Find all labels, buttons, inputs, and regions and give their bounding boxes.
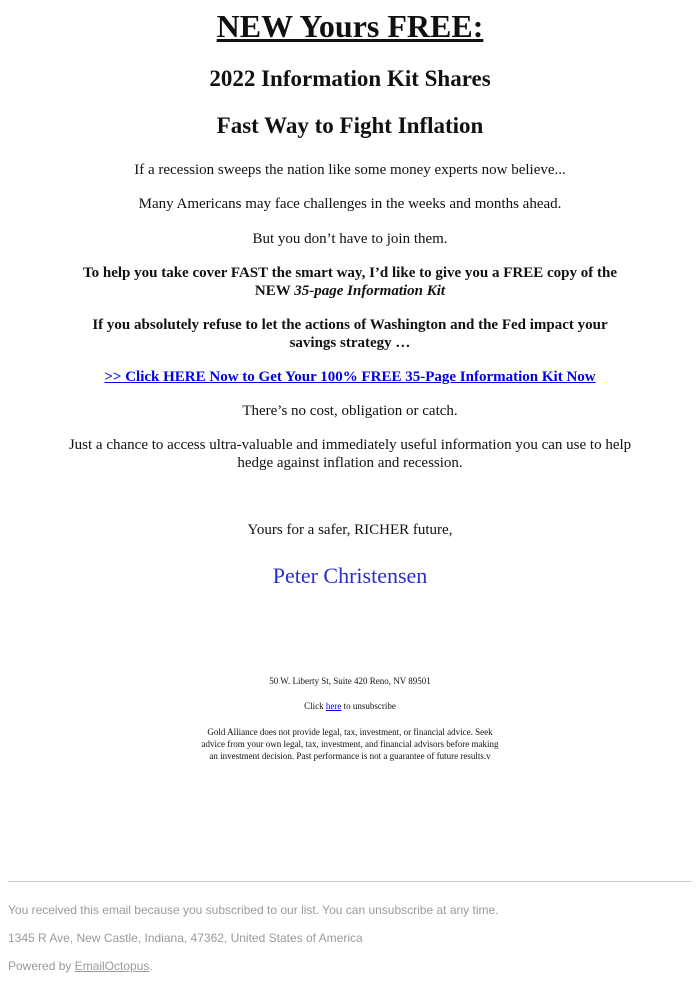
disclaimer-line-2: advice from your own legal, tax, investment, and financial advisors before making bbox=[201, 739, 499, 749]
subheadline-kit: 2022 Information Kit Shares bbox=[209, 66, 491, 91]
refuse-line-2: savings strategy … bbox=[289, 335, 411, 351]
paragraph-challenges: Many Americans may face challenges in the weeks and months ahead. bbox=[138, 196, 562, 212]
powered-by-prefix: Powered by bbox=[8, 959, 75, 973]
footer-divider bbox=[8, 881, 692, 882]
free-copy-prefix: NEW bbox=[254, 283, 295, 299]
paragraph-join: But you don’t have to join them. bbox=[252, 231, 448, 247]
disclaimer-line-3: an investment decision. Past performance is not a guarantee of future results.v bbox=[209, 751, 491, 761]
paragraph-no-cost: There’s no cost, obligation or catch. bbox=[242, 403, 458, 419]
headline: NEW Yours FREE: bbox=[216, 8, 484, 44]
free-copy-line-1: To help you take cover FAST the smart way, I’d like to give you a FREE copy of the bbox=[82, 265, 618, 281]
closing-line: Yours for a safer, RICHER future, bbox=[247, 522, 453, 538]
cta-row bbox=[40, 368, 660, 386]
unsubscribe-prefix: Click bbox=[304, 701, 326, 711]
chance-line-2: hedge against inflation and recession. bbox=[237, 455, 463, 471]
unsubscribe-link[interactable]: here bbox=[325, 701, 342, 711]
paragraph-chance bbox=[40, 436, 660, 472]
signature: Peter Christensen bbox=[272, 563, 428, 588]
emailoctopus-link[interactable]: EmailOctopus bbox=[74, 959, 150, 973]
disclaimer-line-1: Gold Alliance does not provide legal, tax, investment, or financial advice. Seek bbox=[207, 727, 493, 737]
postal-address: 50 W. Liberty St, Suite 420 Reno, NV 89501 bbox=[269, 676, 431, 686]
subheadline-inflation: Fast Way to Fight Inflation bbox=[216, 113, 484, 138]
get-information-kit-link[interactable]: >> Click HERE Now to Get Your 100% FREE 35-Page Information Kit Now bbox=[104, 369, 596, 385]
footer-powered-by bbox=[8, 959, 153, 973]
unsubscribe-suffix: to unsubscribe bbox=[341, 701, 396, 711]
powered-by-suffix: . bbox=[149, 959, 153, 973]
unsubscribe-line bbox=[150, 700, 550, 712]
footer-address: 1345 R Ave, New Castle, Indiana, 47362, United States of America bbox=[8, 931, 363, 945]
footer-reason: You received this email because you subscribed to our list. You can unsubscribe at any time. bbox=[8, 903, 499, 917]
free-copy-kit: 35-page Information Kit bbox=[294, 283, 446, 299]
free-copy-line-2 bbox=[40, 282, 660, 300]
paragraph-refuse bbox=[40, 316, 660, 352]
chance-line-1: Just a chance to access ultra-valuable and immediately useful information you can use to help bbox=[68, 437, 632, 453]
refuse-line-1: If you absolutely refuse to let the actions of Washington and the Fed impact your bbox=[92, 317, 608, 333]
paragraph-free-copy bbox=[40, 264, 660, 300]
paragraph-recession: If a recession sweeps the nation like some money experts now believe... bbox=[134, 162, 566, 178]
disclaimer bbox=[150, 726, 550, 762]
